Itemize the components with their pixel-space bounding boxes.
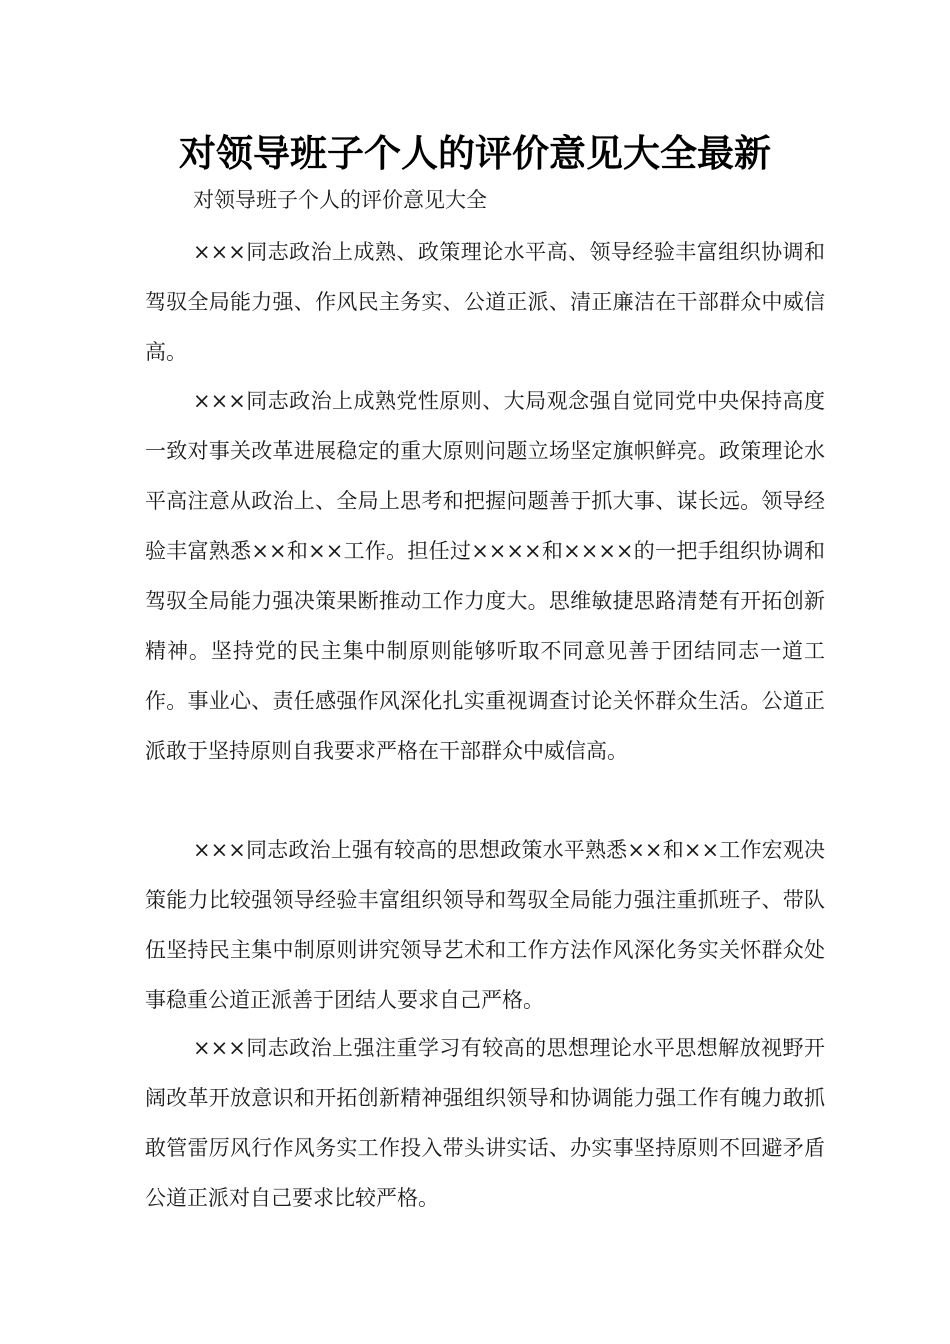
- paragraph-1: ×××同志政治上成熟、政策理论水平高、领导经验丰富组织协调和驾驭全局能力强、作风民主务实、公道正派、清正廉洁在干部群众中威信高。: [145, 240, 825, 364]
- paragraph-2: ×××同志政治上成熟党性原则、大局观念强自觉同党中央保持高度一致对事关改革进展稳定的重大原则问题立场坚定旗帜鲜亮。政策理论水平高注意从政治上、全局上思考和把握问题善于抓大事、谋长远。领导经验丰富熟悉××和××工作。担任过××××和××××的一把手组织协调和驾驭全局能力强决策果断推动工作力度大。思维敏捷思路清楚有开拓创新精神。坚持党的民主集中制原则能够听取不同意见善于团结同志一道工作。事业心、责任感强作风深化扎实重视调查讨论关怀群众生活。公道正派敢于坚持原则自我要求严格在干部群众中威信高。: [145, 389, 825, 763]
- paragraph-4: ×××同志政治上强注重学习有较高的思想理论水平思想解放视野开阔改革开放意识和开拓创新精神强组织领导和协调能力强工作有魄力敢抓敢管雷厉风行作风务实工作投入带头讲实话、办实事坚持原则不回避矛盾公道正派对自己要求比较严格。: [145, 1036, 825, 1210]
- document-title: 对领导班子个人的评价意见大全最新: [179, 132, 771, 175]
- document-subtitle: 对领导班子个人的评价意见大全: [193, 188, 487, 212]
- paragraph-3: ×××同志政治上强有较高的思想政策水平熟悉××和××工作宏观决策能力比较强领导经验丰富组织领导和驾驭全局能力强注重抓班子、带队伍坚持民主集中制原则讲究领导艺术和工作方法作风深化务实关怀群众处事稳重公道正派善于团结人要求自己严格。: [145, 838, 825, 1012]
